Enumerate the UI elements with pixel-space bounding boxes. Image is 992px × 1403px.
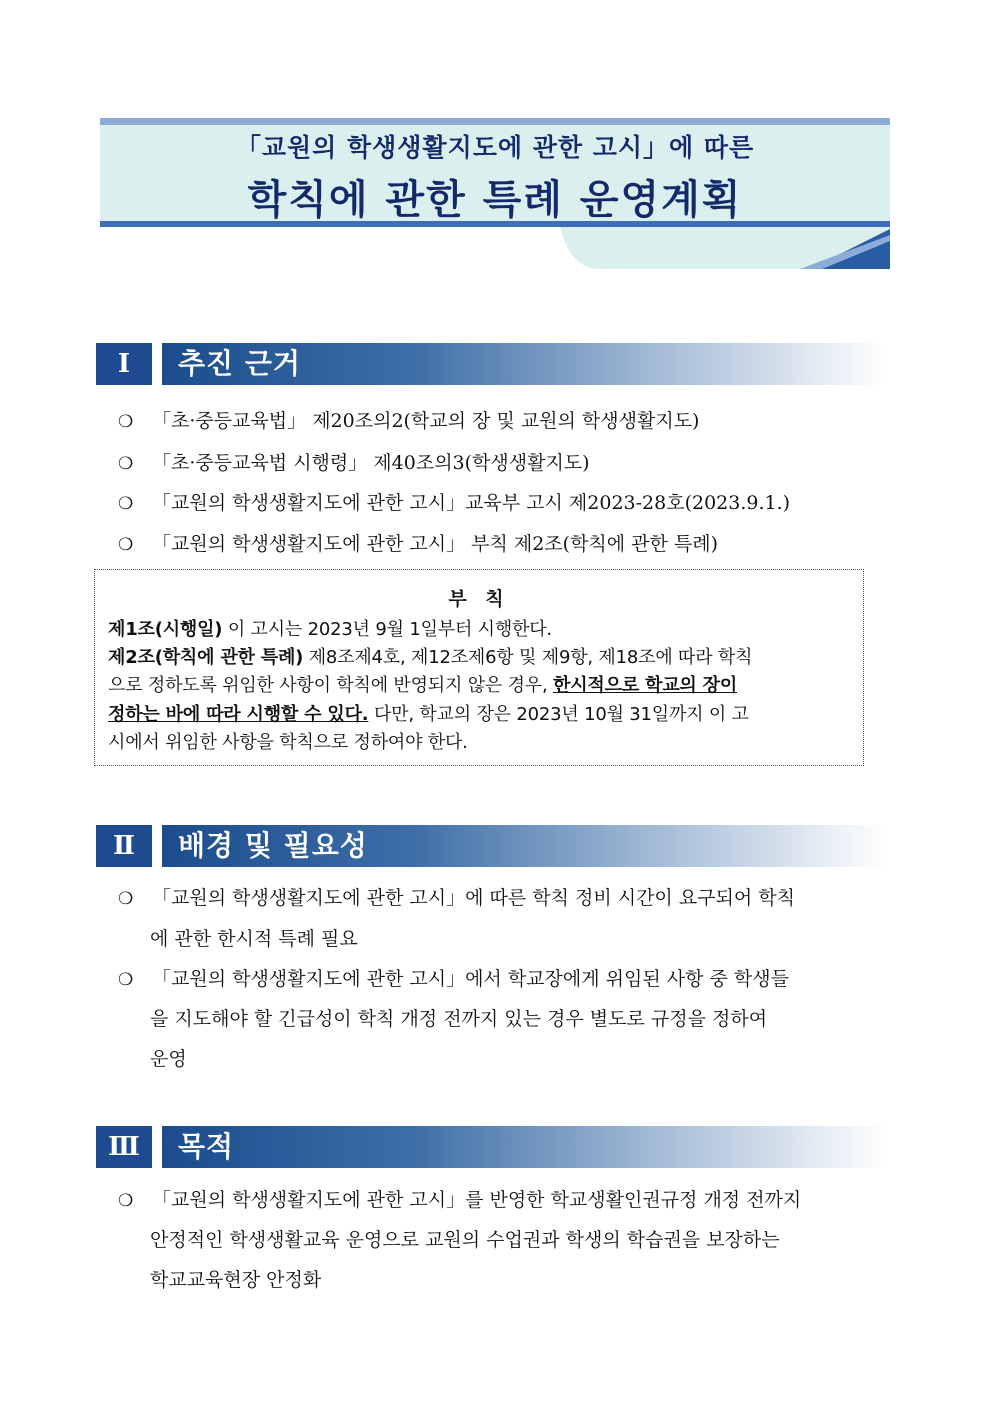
list-item-text: 「교원의 학생생활지도에 관한 고시」 부칙 제2조(학칙에 관한 특례) xyxy=(152,533,719,555)
appendix-article-1 xyxy=(108,615,552,641)
article-2-underline-1: 한시적으로 학교의 장이 xyxy=(553,675,738,696)
section-2-title: 배경 및 필요성 xyxy=(178,829,368,862)
list-item-continuation: 학교교육현장 안정화 xyxy=(150,1269,322,1291)
section-1-number: Ⅰ xyxy=(96,343,152,385)
section-3-header-bar xyxy=(162,1126,887,1168)
list-item-continuation: 운영 xyxy=(150,1048,187,1070)
list-item xyxy=(118,448,590,475)
list-item xyxy=(118,406,699,433)
list-item-text: 「초·중등교육법 시행령」 제40조의3(학생생활지도) xyxy=(152,452,590,474)
list-item-text: 「교원의 학생생활지도에 관한 고시」를 반영한 학교생활인권규정 개정 전까지 xyxy=(152,1189,802,1211)
list-item xyxy=(118,1185,801,1212)
article-2-underline-2: 정하는 바에 따라 시행할 수 있다. xyxy=(108,704,369,725)
appendix-heading: 부 칙 xyxy=(448,588,510,610)
section-2-header-bar xyxy=(162,825,887,867)
list-item-text: 「초·중등교육법」 제20조의2(학교의 장 및 교원의 학생생활지도) xyxy=(152,410,700,432)
list-item-continuation: 안정적인 학생생활교육 운영으로 교원의 수업권과 학생의 학습권을 보장하는 xyxy=(150,1229,780,1251)
article-2-text-4: 시에서 위임한 사항을 학칙으로 정하여야 한다. xyxy=(108,732,468,753)
section-3-title: 목적 xyxy=(178,1130,235,1163)
bullet-icon: ❍ xyxy=(118,412,134,432)
bullet-icon: ❍ xyxy=(118,970,134,990)
appendix-article-2-line-4 xyxy=(108,728,468,754)
section-1-title: 추진 근거 xyxy=(178,347,301,380)
bullet-icon: ❍ xyxy=(118,494,134,514)
article-2-text-2: 으로 정하도록 위임한 사항이 학칙에 반영되지 않은 경우, xyxy=(108,675,554,696)
list-item xyxy=(118,964,789,991)
article-2-text-1: 제8조제4호, 제12조제6항 및 제9항, 제18조에 따라 학칙 xyxy=(303,647,753,668)
list-item xyxy=(118,883,795,910)
bullet-icon: ❍ xyxy=(118,454,134,474)
list-item-continuation: 을 지도해야 할 긴급성이 학칙 개정 전까지 있는 경우 별도로 규정을 정하여 xyxy=(150,1008,768,1030)
article-2-text-3: 다만, 학교의 장은 2023년 10월 31일까지 이 고 xyxy=(368,704,749,725)
appendix-article-2-line-2 xyxy=(108,671,737,697)
article-1-label: 제1조(시행일) xyxy=(108,619,223,640)
section-2-number: Ⅱ xyxy=(96,825,152,867)
section-3-number: Ⅲ xyxy=(96,1126,152,1168)
appendix-article-2-line-3 xyxy=(108,700,749,726)
section-1-header-bar xyxy=(162,343,887,385)
list-item-continuation: 에 관한 한시적 특례 필요 xyxy=(150,928,358,950)
list-item xyxy=(118,488,790,515)
title-banner-swoosh xyxy=(560,227,890,269)
list-item-text: 「교원의 학생생활지도에 관한 고시」에서 학교장에게 위임된 사항 중 학생들 xyxy=(152,968,789,990)
title-line-1: 「교원의 학생생활지도에 관한 고시」에 따른 xyxy=(235,133,755,162)
list-item-text: 「교원의 학생생활지도에 관한 고시」에 따른 학칙 정비 시간이 요구되어 학칙 xyxy=(152,887,795,909)
list-item xyxy=(118,529,718,556)
title-banner-top-line xyxy=(100,118,890,125)
appendix-article-2-line-1 xyxy=(108,643,752,669)
bullet-icon: ❍ xyxy=(118,535,134,555)
bullet-icon: ❍ xyxy=(118,889,134,909)
page-title: 학칙에 관한 특례 운영계획 xyxy=(247,177,743,223)
article-2-label: 제2조(학칙에 관한 특례) xyxy=(108,647,304,668)
bullet-icon: ❍ xyxy=(118,1191,134,1211)
article-1-text: 이 고시는 2023년 9월 1일부터 시행한다. xyxy=(222,619,552,640)
list-item-text: 「교원의 학생생활지도에 관한 고시」교육부 고시 제2023-28호(2023.9.1.) xyxy=(152,492,791,514)
